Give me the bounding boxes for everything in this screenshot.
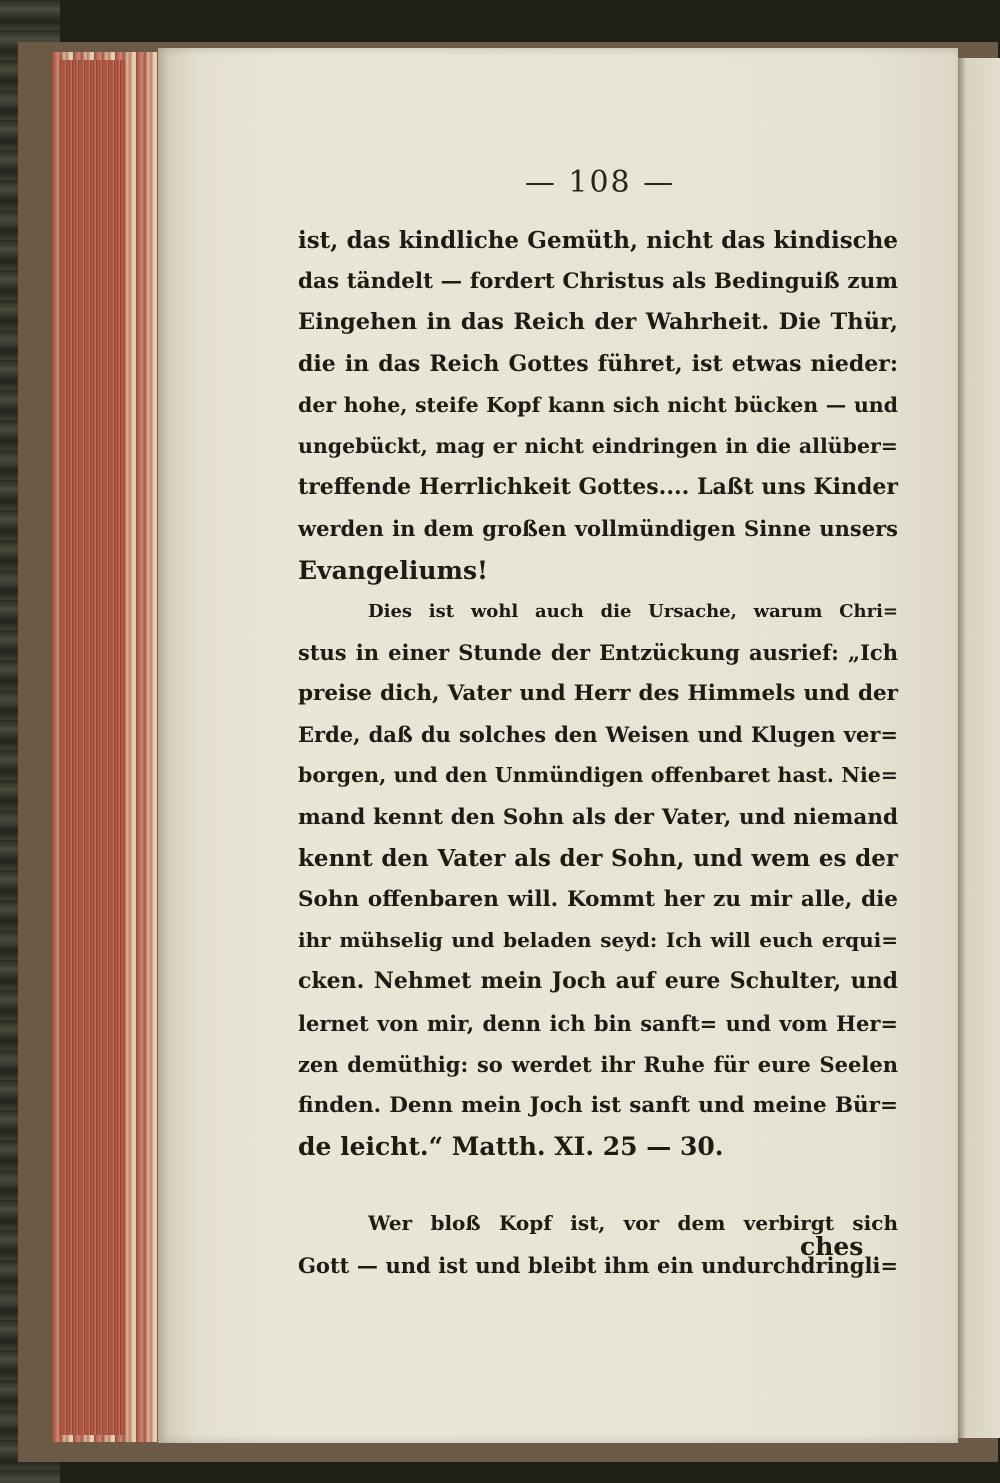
text-line: kennt den Vater als der Sohn, und wem es der [298,844,898,872]
text-line: borgen, und den Unmündigen offenbaret hast. Nie= [298,763,898,788]
page-number: — 108 — [524,165,676,200]
text-line: Evangeliums! [298,555,489,585]
paragraph-gap [298,1167,898,1203]
text-line: treffende Herrlichkeit Gottes.... Laßt uns Kinder [298,474,898,501]
text-line: Eingehen in das Reich der Wahrheit. Die Thür, [298,309,898,336]
text-line: die in das Reich Gottes führet, ist etwas nieder: [298,350,898,377]
text-line: das tändelt — fordert Christus als Bedinguiß zum [298,269,898,295]
text-line: finden. Denn mein Joch ist sanft und meine Bür= [298,1092,898,1118]
paragraph-2 [298,591,898,1168]
text-line: der hohe, steife Kopf kann sich nicht bücken — und [298,392,898,417]
facing-page-edge [958,58,1000,1438]
text-line: zen demüthig: so werdet ihr Ruhe für eure Seelen [298,1051,898,1077]
paragraph-1 [298,220,898,591]
text-line: Wer bloß Kopf ist, vor dem verbirgt sich [368,1211,898,1236]
text-line: ihr mühselig und beladen seyd: Ich will euch erqui= [298,928,898,953]
text-line: ungebückt, mag er nicht eindringen in die allüber= [298,433,898,458]
text-line: lernet von mir, denn ich bin sanft= und vom Her= [298,1010,898,1036]
text-line: Gott — und ist und bleibt ihm ein undurchdringli= [298,1252,898,1278]
text-line: preise dich, Vater und Herr des Himmels und der [298,681,898,707]
catchword: ches [800,1232,864,1261]
text-line: werden in dem großen vollmündigen Sinne unsers [298,516,898,542]
text-line: Erde, daß du solches den Weisen und Klugen ver= [298,722,898,748]
red-page-edge [60,60,126,1435]
text-line: Sohn offenbaren will. Kommt her zu mir alle, die [298,887,898,912]
text-line: ist, das kindliche Gemüth, nicht das kindische [298,227,898,254]
text-line: stus in einer Stunde der Entzückung ausrief: „Ich [298,639,898,665]
text-line: Dies ist wohl auch die Ursache, warum Chri= [368,600,898,622]
text-line: mand kennt den Sohn als der Vater, und niemand [298,804,898,830]
body-text [298,220,898,1286]
text-line: de leicht.“ Matth. XI. 25 — 30. [298,1132,724,1162]
text-line: cken. Nehmet mein Joch auf eure Schulter, und [298,968,898,995]
